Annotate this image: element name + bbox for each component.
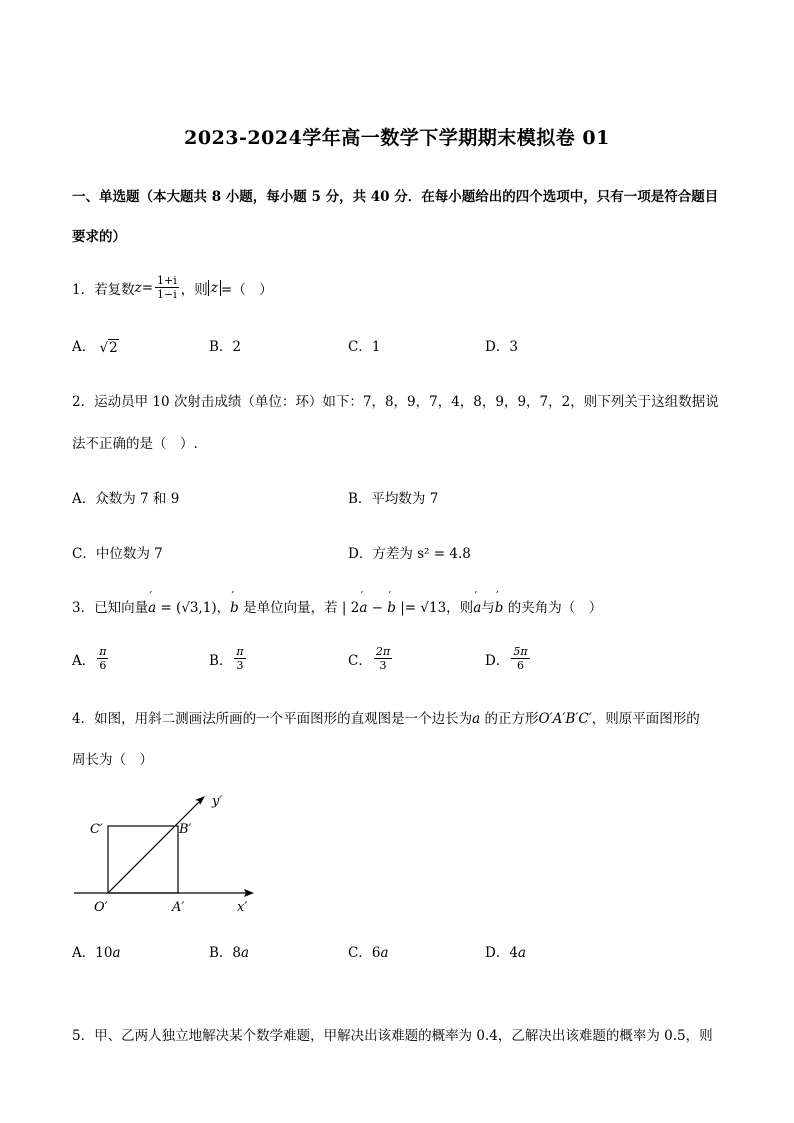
option-text: 3 (509, 339, 518, 355)
sqrt-symbol: √2 (99, 339, 118, 356)
label-o-prime: O′ (94, 900, 108, 915)
option-letter: A． (72, 339, 96, 355)
q3-expr-a: ’ a (359, 600, 367, 616)
q3-option-d (485, 645, 532, 672)
q4-line2: 周长为（ ） (72, 752, 153, 768)
q3-expr-b: ’ b (387, 600, 396, 616)
frac-den: 3 (236, 659, 244, 672)
frac-num: π (99, 645, 107, 658)
option-var: a (112, 945, 121, 961)
q1-frac-den: 1−i (157, 288, 177, 301)
q3-suffix: 的夹角为（ ） (503, 600, 603, 616)
option-letter: A． (72, 945, 96, 961)
q1-mid: ，则 (180, 281, 208, 298)
q3-vector-b: ’ b (230, 600, 239, 616)
q2-option-b (348, 487, 438, 507)
q1-option-b (209, 335, 241, 355)
q4-option-a (72, 941, 121, 961)
option-num: 10 (95, 945, 113, 961)
q4-option-d (485, 941, 526, 961)
option-var: a (241, 945, 250, 961)
q4-option-b (209, 941, 249, 961)
q3-option-b (209, 645, 248, 672)
q4-option-c (348, 941, 389, 961)
q3-mid: 是单位向量，若 | 2 (238, 600, 360, 616)
question-1 (72, 274, 273, 301)
option-num: 6 (371, 945, 381, 961)
q2-option-c (72, 542, 163, 562)
option-letter: A． (72, 491, 96, 507)
q3-option-c (348, 645, 394, 672)
option-letter: C． (348, 339, 372, 355)
label-a-prime: A′ (172, 900, 185, 915)
q5-line1: 5．甲、乙两人独立地解决某个数学难题，甲解决出该难题的概率为 0.4，乙解决出该难题的概率为 0.5，则 (72, 1028, 713, 1044)
option-fraction (374, 645, 392, 672)
option-letter: B． (209, 652, 233, 669)
option-text: 众数为 7 和 9 (95, 491, 180, 507)
q3-rhs: |= √13，则 (395, 600, 474, 616)
q2-option-a (72, 487, 179, 507)
option-letter: D． (485, 339, 510, 355)
q3-and-b: ’ b (495, 600, 504, 616)
option-fraction (97, 645, 108, 672)
frac-num: 5π (513, 645, 528, 658)
option-letter: B． (209, 339, 233, 355)
q1-option-d (485, 335, 518, 355)
option-text: 1 (371, 339, 381, 355)
section-heading-line2: 要求的） (72, 229, 126, 245)
q1-option-a (72, 335, 119, 356)
option-text: 2 (232, 339, 242, 355)
q3-option-a (72, 645, 110, 672)
frac-num: 2π (375, 645, 391, 658)
q1-fraction (155, 274, 179, 301)
frac-den: 3 (379, 659, 387, 672)
section-heading-line1: 一、单选题（本大题共 8 小题，每小题 5 分，共 40 分．在每小题给出的四个选项中，只有一项是符合题目 (72, 189, 719, 205)
option-text: 中位数为 7 (95, 546, 163, 562)
q3-prefix: 3．已知向量 (72, 600, 149, 616)
q3-minus: − (367, 600, 388, 616)
option-fraction (511, 645, 529, 672)
option-letter: B． (209, 945, 233, 961)
frac-num: π (236, 645, 244, 658)
q3-and-a: ’ a (473, 600, 481, 616)
option-var: a (517, 945, 526, 961)
option-num: 4 (509, 945, 518, 961)
label-y-prime: y′ (212, 794, 223, 809)
option-var: a (380, 945, 389, 961)
question-3 (72, 596, 602, 616)
option-letter: C． (348, 945, 372, 961)
q3-with: 与 (481, 600, 495, 616)
q4-shape: O′A′B′C′ (538, 711, 592, 727)
q4-var: a (472, 711, 481, 727)
q1-frac-num: 1+i (157, 274, 177, 287)
q2-line1: 2．运动员甲 10 次射击成绩（单位：环）如下：7，8，9，7，4，8，9，9，7，2，则下列关于这组数据说 (72, 394, 719, 410)
frac-den: 6 (99, 659, 107, 672)
q2-option-d (348, 542, 471, 562)
label-c-prime: C′ (90, 822, 103, 837)
y-axis (108, 800, 201, 893)
q3-a-value: = (√3,1)， (156, 600, 231, 616)
q1-option-c (348, 335, 380, 355)
option-letter: B． (348, 491, 372, 507)
option-letter: D． (485, 945, 510, 961)
option-letter: C． (72, 546, 96, 562)
q4-line1 (72, 707, 700, 727)
q1-option-a-text: 2 (109, 339, 118, 356)
option-letter: C． (348, 652, 372, 669)
y-axis-arrow-icon (195, 796, 205, 805)
q4-line1-mid: 的正方形 (480, 711, 539, 727)
q1-suffix: =（ ） (220, 281, 273, 298)
frac-den: 6 (516, 659, 524, 672)
option-letter: A． (72, 652, 96, 669)
option-num: 8 (232, 945, 242, 961)
q1-abs-var: z (208, 280, 221, 296)
q1-prefix: 1．若复数 (72, 281, 135, 298)
option-text: 方差为 s² = 4.8 (372, 546, 471, 562)
page-title: 2023-2024学年高一数学下学期期末模拟卷 01 (184, 127, 610, 149)
q4-line1-prefix: 4．如图，用斜二测画法所画的一个平面图形的直观图是一个边长为 (72, 711, 473, 727)
q3-vector-a: ’ a (148, 600, 156, 616)
option-text: 平均数为 7 (371, 491, 439, 507)
q1-var: z (134, 279, 142, 296)
oblique-projection-figure (60, 785, 280, 920)
option-letter: D． (485, 652, 510, 669)
option-letter: D． (348, 546, 373, 562)
option-fraction (234, 645, 245, 672)
q2-line2: 法不正确的是（ ）. (72, 436, 198, 452)
label-x-prime: x′ (237, 900, 248, 915)
label-b-prime: B′ (179, 822, 192, 837)
q1-eq: = (141, 279, 154, 296)
q4-line1-suffix: ，则原平面图形的 (591, 711, 700, 727)
